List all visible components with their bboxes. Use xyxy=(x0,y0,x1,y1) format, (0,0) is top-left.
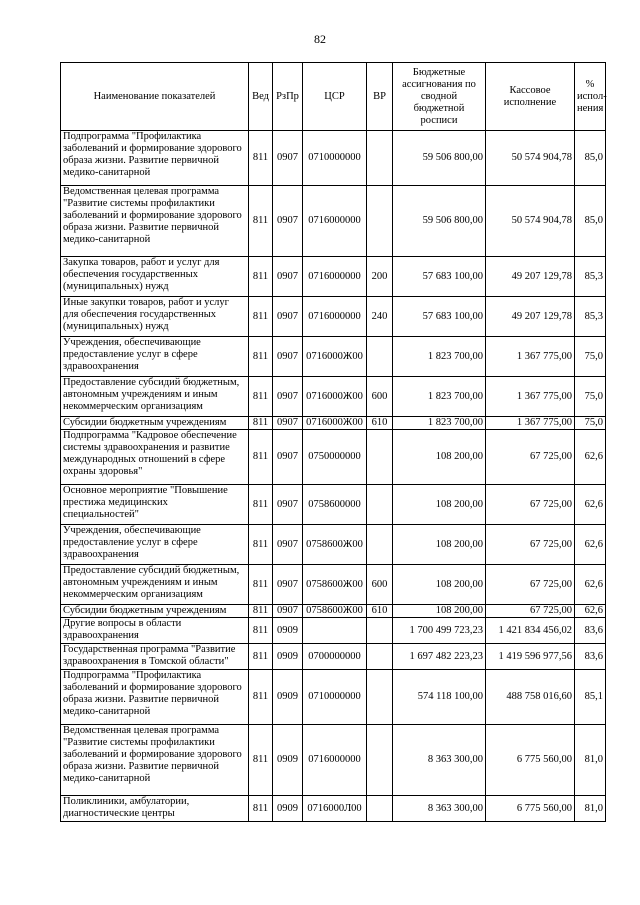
cell-cash: 67 725,00 xyxy=(486,430,575,485)
col-header-pct: % испол-нения xyxy=(575,63,606,131)
cell-rzpr: 0907 xyxy=(273,565,303,605)
cell-csr: 0716000Л00 xyxy=(303,796,367,822)
cell-pct: 85,3 xyxy=(575,257,606,297)
col-header-vr: ВР xyxy=(367,63,393,131)
cell-pct: 85,1 xyxy=(575,670,606,725)
cell-ved: 811 xyxy=(249,565,273,605)
cell-budget: 1 823 700,00 xyxy=(393,417,486,430)
cell-csr: 0710000000 xyxy=(303,131,367,186)
cell-csr xyxy=(303,618,367,644)
cell-rzpr: 0909 xyxy=(273,670,303,725)
cell-ved: 811 xyxy=(249,525,273,565)
table-row xyxy=(61,337,606,377)
cell-cash: 1 419 596 977,56 xyxy=(486,644,575,670)
cell-ved: 811 xyxy=(249,618,273,644)
cell-ved: 811 xyxy=(249,297,273,337)
cell-rzpr: 0907 xyxy=(273,605,303,618)
cell-vr xyxy=(367,525,393,565)
cell-csr: 0758600000 xyxy=(303,485,367,525)
cell-pct: 75,0 xyxy=(575,417,606,430)
cell-ved: 811 xyxy=(249,257,273,297)
cell-csr: 0716000000 xyxy=(303,257,367,297)
cell-ved: 811 xyxy=(249,430,273,485)
cell-vr: 200 xyxy=(367,257,393,297)
cell-name: Предоставление субсидий бюджетным, автономным учреждениям и иным некоммерческим организациям xyxy=(61,377,249,417)
cell-rzpr: 0907 xyxy=(273,297,303,337)
cell-csr: 0716000000 xyxy=(303,725,367,796)
cell-rzpr: 0907 xyxy=(273,257,303,297)
cell-csr: 0710000000 xyxy=(303,670,367,725)
cell-name: Подпрограмма "Профилактика заболеваний и формирование здорового образа жизни. Развитие первичной медико-санитарной xyxy=(61,670,249,725)
cell-vr xyxy=(367,337,393,377)
cell-budget: 108 200,00 xyxy=(393,605,486,618)
col-header-rzpr: РзПр xyxy=(273,63,303,131)
cell-pct: 83,6 xyxy=(575,644,606,670)
cell-ved: 811 xyxy=(249,644,273,670)
cell-vr xyxy=(367,725,393,796)
cell-name: Ведомственная целевая программа "Развитие системы профилактики заболеваний и формирование здорового образа жизни. Развитие первичной медико-санитарной xyxy=(61,725,249,796)
cell-budget: 1 823 700,00 xyxy=(393,377,486,417)
cell-budget: 8 363 300,00 xyxy=(393,796,486,822)
cell-pct: 62,6 xyxy=(575,525,606,565)
cell-pct: 85,0 xyxy=(575,131,606,186)
cell-name: Субсидии бюджетным учреждениям xyxy=(61,417,249,430)
cell-rzpr: 0909 xyxy=(273,618,303,644)
cell-cash: 1 367 775,00 xyxy=(486,337,575,377)
table-row xyxy=(61,186,606,257)
cell-name: Другие вопросы в области здравоохранения xyxy=(61,618,249,644)
cell-budget: 8 363 300,00 xyxy=(393,725,486,796)
cell-pct: 62,6 xyxy=(575,565,606,605)
cell-budget: 59 506 800,00 xyxy=(393,131,486,186)
cell-rzpr: 0909 xyxy=(273,796,303,822)
cell-vr xyxy=(367,618,393,644)
cell-vr: 600 xyxy=(367,565,393,605)
cell-ved: 811 xyxy=(249,337,273,377)
cell-csr: 0758600Ж00 xyxy=(303,605,367,618)
table-header-row xyxy=(61,63,606,131)
cell-ved: 811 xyxy=(249,485,273,525)
cell-ved: 811 xyxy=(249,186,273,257)
cell-rzpr: 0907 xyxy=(273,131,303,186)
cell-rzpr: 0907 xyxy=(273,485,303,525)
cell-rzpr: 0907 xyxy=(273,430,303,485)
cell-cash: 6 775 560,00 xyxy=(486,796,575,822)
cell-rzpr: 0907 xyxy=(273,186,303,257)
cell-rzpr: 0907 xyxy=(273,525,303,565)
cell-name: Государственная программа "Развитие здравоохранения в Томской области" xyxy=(61,644,249,670)
cell-budget: 574 118 100,00 xyxy=(393,670,486,725)
cell-cash: 67 725,00 xyxy=(486,565,575,605)
cell-pct: 62,6 xyxy=(575,605,606,618)
cell-ved: 811 xyxy=(249,377,273,417)
cell-ved: 811 xyxy=(249,796,273,822)
cell-rzpr: 0909 xyxy=(273,725,303,796)
cell-csr: 0716000Ж00 xyxy=(303,377,367,417)
table-row xyxy=(61,485,606,525)
cell-csr: 0716000000 xyxy=(303,186,367,257)
cell-csr: 0700000000 xyxy=(303,644,367,670)
cell-vr xyxy=(367,670,393,725)
cell-vr: 610 xyxy=(367,417,393,430)
cell-name: Учреждения, обеспечивающие предоставление услуг в сфере здравоохранения xyxy=(61,337,249,377)
col-header-name: Наименование показателей xyxy=(61,63,249,131)
cell-budget: 108 200,00 xyxy=(393,485,486,525)
cell-rzpr: 0907 xyxy=(273,417,303,430)
cell-budget: 1 700 499 723,23 xyxy=(393,618,486,644)
table-row xyxy=(61,377,606,417)
cell-ved: 811 xyxy=(249,605,273,618)
table-row xyxy=(61,565,606,605)
col-header-budget: Бюджетные ассигнования по сводной бюджетной росписи xyxy=(393,63,486,131)
table-row xyxy=(61,725,606,796)
table-body xyxy=(61,131,606,822)
cell-name: Подпрограмма "Кадровое обеспечение системы здравоохранения и развитие международных отношений в сфере охраны здоровья" xyxy=(61,430,249,485)
cell-name: Основное мероприятие "Повышение престижа медицинских специальностей" xyxy=(61,485,249,525)
cell-name: Поликлиники, амбулатории, диагностические центры xyxy=(61,796,249,822)
cell-ved: 811 xyxy=(249,417,273,430)
cell-vr: 610 xyxy=(367,605,393,618)
cell-vr xyxy=(367,186,393,257)
cell-csr: 0716000Ж00 xyxy=(303,337,367,377)
cell-vr: 600 xyxy=(367,377,393,417)
col-header-cash: Кассовое исполнение xyxy=(486,63,575,131)
cell-budget: 108 200,00 xyxy=(393,525,486,565)
cell-cash: 67 725,00 xyxy=(486,485,575,525)
cell-ved: 811 xyxy=(249,131,273,186)
cell-pct: 85,0 xyxy=(575,186,606,257)
cell-pct: 85,3 xyxy=(575,297,606,337)
table-row xyxy=(61,131,606,186)
cell-rzpr: 0907 xyxy=(273,337,303,377)
cell-name: Закупка товаров, работ и услуг для обеспечения государственных (муниципальных) нужд xyxy=(61,257,249,297)
table-row xyxy=(61,417,606,430)
cell-csr: 0716000Ж00 xyxy=(303,417,367,430)
table-row xyxy=(61,430,606,485)
table-row xyxy=(61,525,606,565)
table-row xyxy=(61,605,606,618)
cell-csr: 0716000000 xyxy=(303,297,367,337)
cell-pct: 81,0 xyxy=(575,796,606,822)
cell-cash: 49 207 129,78 xyxy=(486,297,575,337)
cell-pct: 62,6 xyxy=(575,485,606,525)
table-row xyxy=(61,618,606,644)
table-row xyxy=(61,796,606,822)
cell-name: Предоставление субсидий бюджетным, автономным учреждениям и иным некоммерческим организациям xyxy=(61,565,249,605)
cell-cash: 1 367 775,00 xyxy=(486,377,575,417)
cell-budget: 1 697 482 223,23 xyxy=(393,644,486,670)
cell-vr xyxy=(367,485,393,525)
cell-pct: 83,6 xyxy=(575,618,606,644)
cell-cash: 1 367 775,00 xyxy=(486,417,575,430)
cell-vr xyxy=(367,131,393,186)
cell-cash: 50 574 904,78 xyxy=(486,131,575,186)
cell-csr: 0758600Ж00 xyxy=(303,525,367,565)
cell-vr: 240 xyxy=(367,297,393,337)
cell-name: Учреждения, обеспечивающие предоставление услуг в сфере здравоохранения xyxy=(61,525,249,565)
cell-name: Иные закупки товаров, работ и услуг для обеспечения государственных (муниципальных) нужд xyxy=(61,297,249,337)
page-number: 82 xyxy=(314,32,326,46)
cell-cash: 50 574 904,78 xyxy=(486,186,575,257)
cell-cash: 1 421 834 456,02 xyxy=(486,618,575,644)
cell-cash: 6 775 560,00 xyxy=(486,725,575,796)
cell-cash: 67 725,00 xyxy=(486,605,575,618)
cell-vr xyxy=(367,796,393,822)
cell-pct: 75,0 xyxy=(575,377,606,417)
cell-vr xyxy=(367,644,393,670)
table-row xyxy=(61,644,606,670)
table-row xyxy=(61,297,606,337)
cell-budget: 108 200,00 xyxy=(393,430,486,485)
cell-ved: 811 xyxy=(249,725,273,796)
cell-name: Ведомственная целевая программа "Развитие системы профилактики заболеваний и формирование здорового образа жизни. Развитие первичной медико-санитарной xyxy=(61,186,249,257)
table-row xyxy=(61,257,606,297)
cell-budget: 57 683 100,00 xyxy=(393,297,486,337)
cell-cash: 49 207 129,78 xyxy=(486,257,575,297)
cell-pct: 81,0 xyxy=(575,725,606,796)
cell-budget: 59 506 800,00 xyxy=(393,186,486,257)
cell-rzpr: 0909 xyxy=(273,644,303,670)
cell-pct: 62,6 xyxy=(575,430,606,485)
cell-budget: 108 200,00 xyxy=(393,565,486,605)
cell-pct: 75,0 xyxy=(575,337,606,377)
cell-cash: 488 758 016,60 xyxy=(486,670,575,725)
cell-name: Субсидии бюджетным учреждениям xyxy=(61,605,249,618)
cell-csr: 0758600Ж00 xyxy=(303,565,367,605)
col-header-ved: Вед xyxy=(249,63,273,131)
cell-name: Подпрограмма "Профилактика заболеваний и формирование здорового образа жизни. Развитие первичной медико-санитарной xyxy=(61,131,249,186)
col-header-csr: ЦСР xyxy=(303,63,367,131)
cell-ved: 811 xyxy=(249,670,273,725)
cell-csr: 0750000000 xyxy=(303,430,367,485)
cell-vr xyxy=(367,430,393,485)
budget-table xyxy=(60,62,606,822)
cell-budget: 57 683 100,00 xyxy=(393,257,486,297)
cell-rzpr: 0907 xyxy=(273,377,303,417)
table-row xyxy=(61,670,606,725)
cell-cash: 67 725,00 xyxy=(486,525,575,565)
cell-budget: 1 823 700,00 xyxy=(393,337,486,377)
